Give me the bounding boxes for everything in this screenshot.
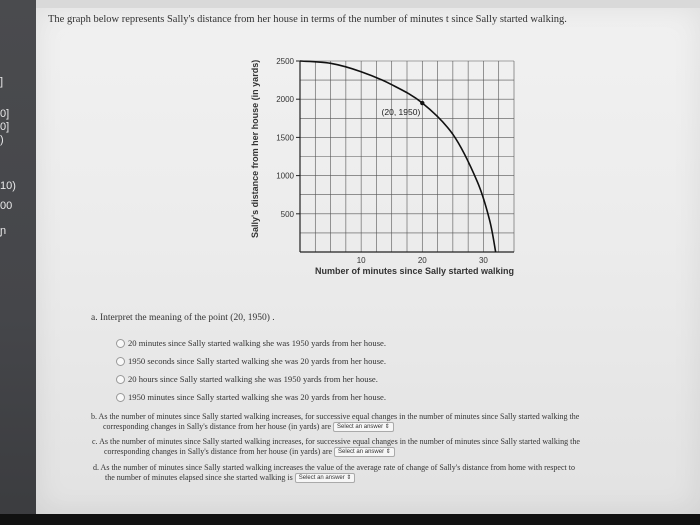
x-tick-label: 10 [356, 256, 366, 265]
x-tick-label: 30 [478, 256, 488, 265]
question-d-line2-row [93, 473, 693, 483]
question-d [93, 463, 693, 483]
top-strip [36, 0, 700, 8]
option-label: 1950 minutes since Sally started walking she was 20 yards from her house. [128, 392, 387, 402]
option-label: 1950 seconds since Sally started walking she was 20 yards from her house. [128, 356, 386, 366]
option-label: 20 hours since Sally started walking she was 1950 yards from her house. [128, 374, 378, 384]
bottom-bar [0, 514, 700, 525]
x-tick-label: 20 [417, 256, 427, 265]
question-page [36, 8, 700, 514]
select-answer-dropdown[interactable]: Select an answer ⇕ [295, 473, 356, 483]
option-row[interactable] [116, 374, 378, 384]
side-label: 0] [0, 121, 10, 133]
radio-button[interactable] [116, 393, 125, 402]
radio-button[interactable] [116, 357, 125, 366]
question-a-prompt: a. Interpret the meaning of the point (20, 1950) . [91, 313, 275, 323]
y-tick-label: 1000 [276, 171, 294, 181]
side-label: 0] [0, 108, 10, 120]
question-c-line2: corresponding changes in Sally's distance from her house (in yards) are [104, 447, 333, 456]
side-label: ] [0, 76, 4, 88]
question-c [92, 437, 692, 457]
question-b [91, 412, 691, 432]
point-annotation: (20, 1950) [381, 107, 421, 118]
x-axis-label: Number of minutes since Sally started walking [315, 266, 515, 276]
question-d-line2: the number of minutes elapsed since she started walking is [105, 473, 293, 482]
intro-text: The graph below represents Sally's distance from her house in terms of the number of minutes t since Sally started walking. [48, 14, 567, 25]
side-label: ) [0, 134, 4, 146]
question-d-line1: d. As the number of minutes since Sally started walking increases the value of the average rate of change of Sally's distance from home with respect to [93, 463, 575, 472]
side-label: 00 [0, 200, 13, 212]
question-b-line1: b. As the number of minutes since Sally started walking increases, for successive equal changes in the number of minutes since Sally started walking the [91, 412, 580, 421]
question-b-line2: corresponding changes in Sally's distance from her house (in yards) are [103, 422, 332, 431]
radio-button[interactable] [116, 375, 125, 384]
select-answer-dropdown[interactable]: Select an answer ⇕ [334, 447, 395, 457]
option-row[interactable] [116, 392, 386, 402]
background-app-strip [0, 0, 36, 525]
y-tick-label: 2500 [276, 57, 294, 66]
side-label: ɲ [0, 225, 7, 237]
y-axis-label: Sally's distance from her house (in yards) [250, 59, 260, 238]
question-c-line1: c. As the number of minutes since Sally started walking increases, for successive equal changes in the number of minutes since Sally started walking the [92, 437, 580, 446]
option-label: 20 minutes since Sally started walking she was 1950 yards from her house. [128, 338, 387, 348]
data-point [420, 101, 424, 105]
side-label: 10) [0, 180, 16, 192]
question-b-line2-row [91, 422, 691, 432]
select-answer-dropdown[interactable]: Select an answer ⇕ [333, 422, 394, 432]
y-tick-label: 1500 [276, 133, 294, 143]
radio-button[interactable] [116, 339, 125, 348]
option-row[interactable] [116, 356, 386, 366]
y-tick-label: 500 [280, 209, 294, 219]
option-row[interactable] [116, 338, 386, 348]
distance-chart [36, 8, 700, 308]
y-tick-label: 2000 [276, 95, 294, 105]
question-c-line2-row [92, 447, 692, 457]
